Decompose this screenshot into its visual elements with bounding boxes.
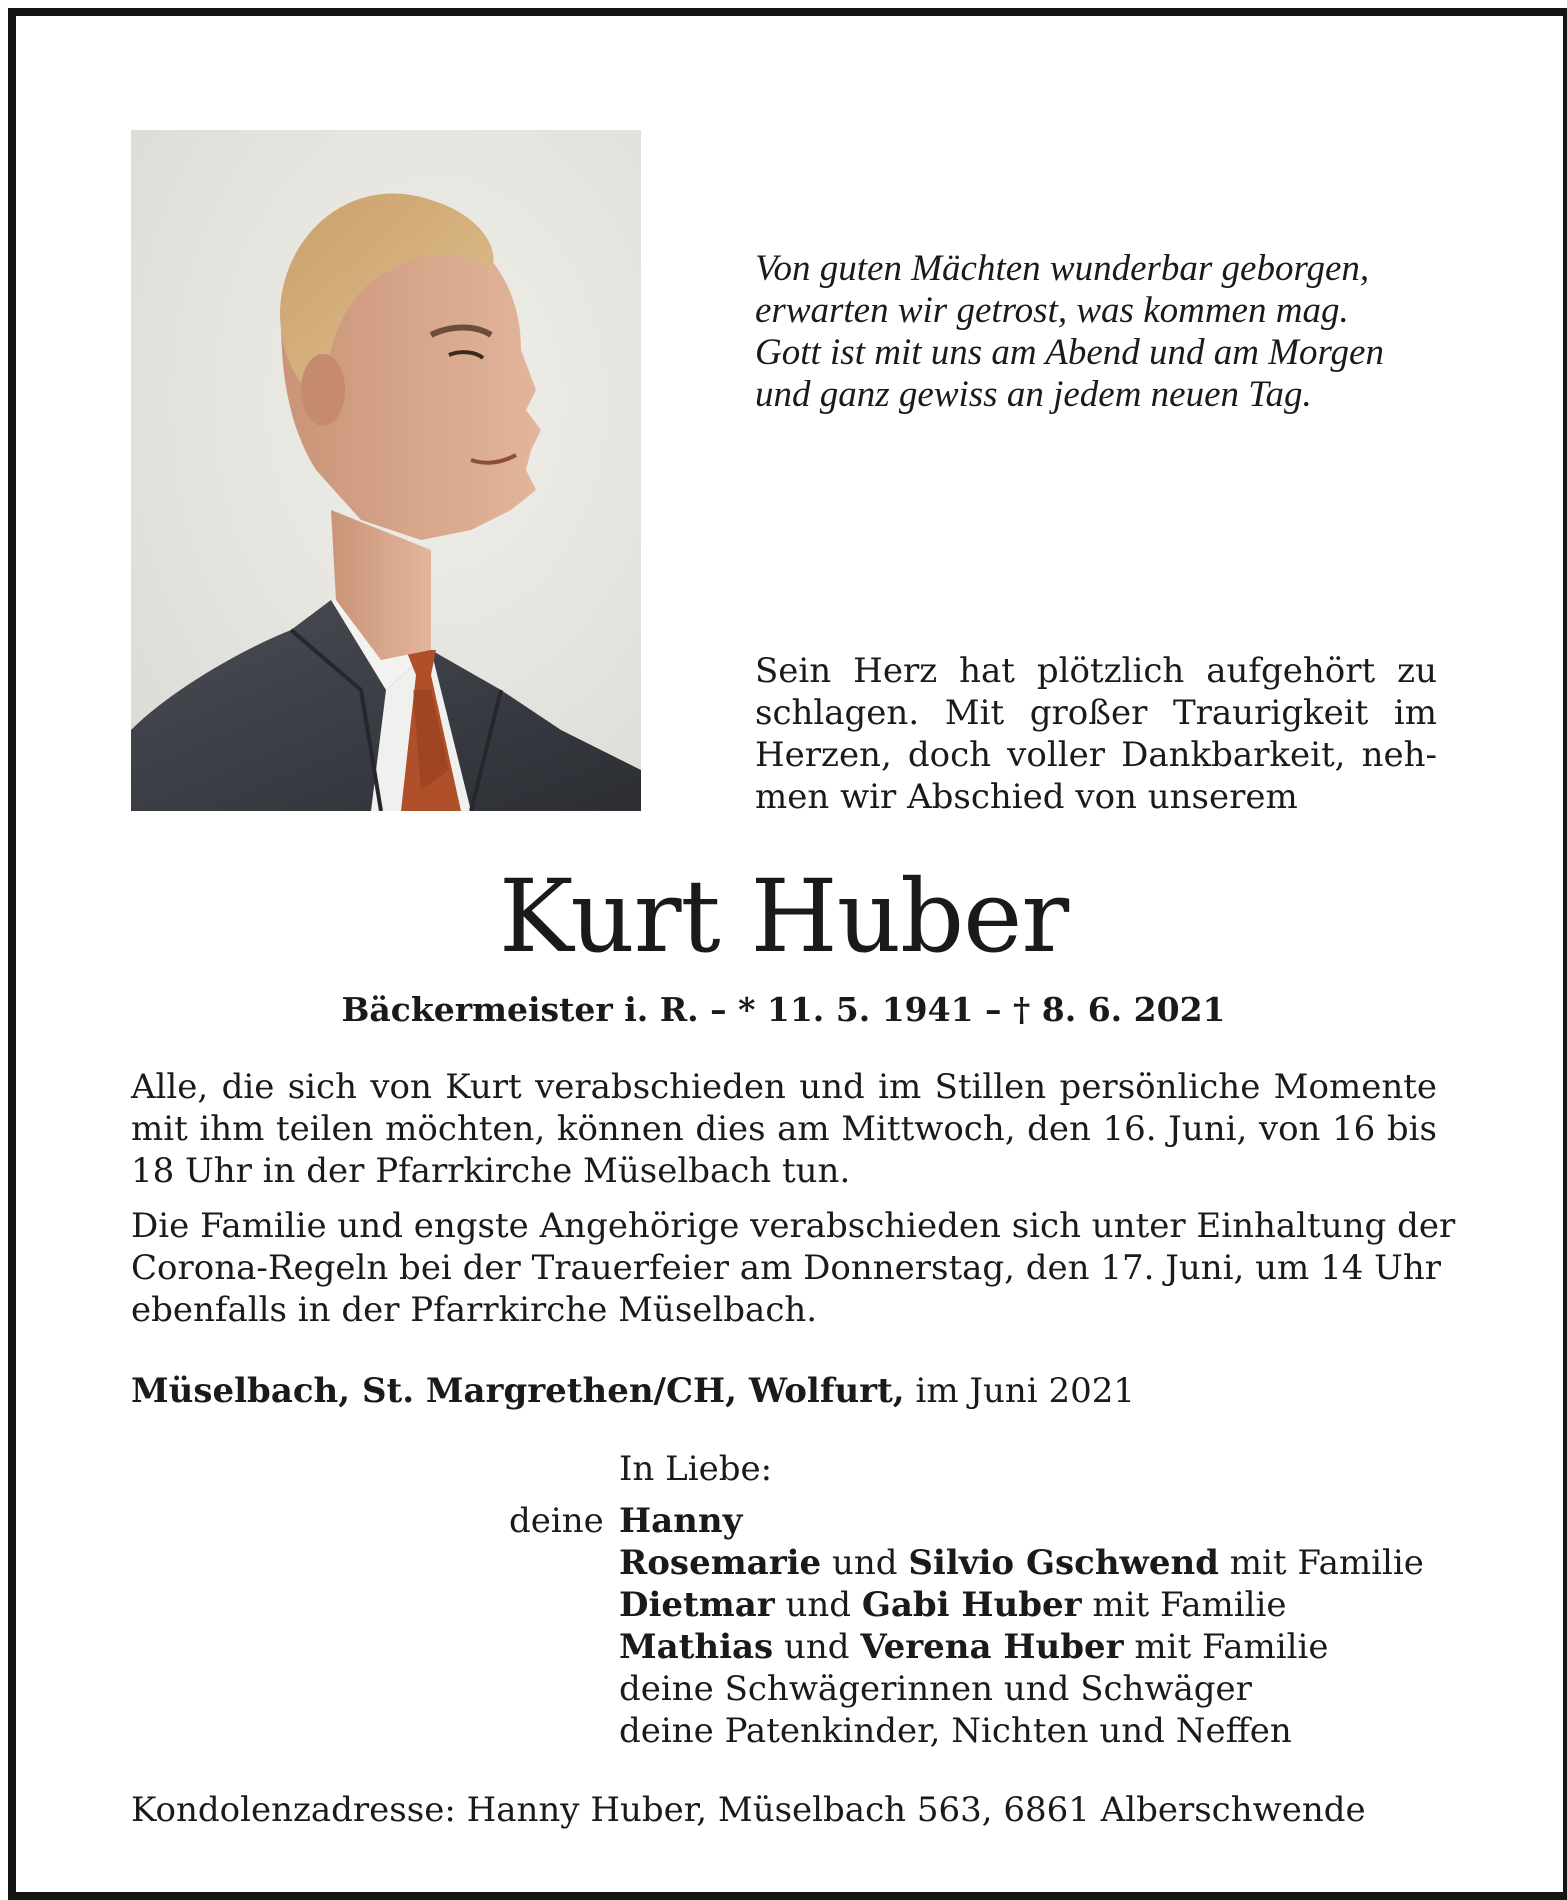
viewing-paragraph [131, 1066, 1437, 1192]
paragraph-line: Alle, die sich von Kurt verabschieden und im Stillen persönliche Momente [131, 1067, 1437, 1107]
place-date: im Juni 2021 [904, 1371, 1136, 1411]
poem-line: Von guten Mächten wunderbar geborgen, [755, 248, 1370, 289]
deine-label: deine [509, 1501, 604, 1541]
poem-line: und ganz gewiss an jedem neuen Tag. [755, 374, 1312, 415]
family-name: Rosemarie [619, 1543, 822, 1583]
condolence-address: Kondolenzadresse: Hanny Huber, Müselbach 563, 6861 Alberschwende [131, 1790, 1366, 1830]
family-suffix: mit Familie [1123, 1627, 1329, 1667]
place-locations: Müselbach, St. Margrethen/CH, Wolfurt, [131, 1371, 905, 1411]
family-member [619, 1626, 1424, 1668]
intro-line: men wir Abschied von unserem [755, 777, 1298, 817]
conjunction: und [773, 1627, 861, 1667]
family-member [619, 1542, 1424, 1584]
funeral-paragraph [131, 1205, 1456, 1331]
deceased-name: Kurt Huber [498, 858, 1069, 975]
family-name: Verena Huber [860, 1627, 1124, 1667]
place-date-line [131, 1370, 1437, 1412]
poem-line: erwarten wir getrost, was kommen mag. [755, 290, 1349, 331]
family-name: Hanny [619, 1501, 743, 1541]
conjunction: und [774, 1585, 862, 1625]
in-liebe-label: In Liebe: [619, 1449, 773, 1489]
paragraph-line: Die Familie und engste Angehörige verabschieden sich unter Einhaltung der [131, 1206, 1456, 1246]
poem-line: Gott ist mit uns am Abend und am Morgen [755, 332, 1384, 373]
intro-line: schlagen. Mit großer Traurigkeit im [755, 693, 1437, 733]
family-member: deine Patenkinder, Nichten und Neffen [619, 1711, 1292, 1751]
family-name: Mathias [619, 1627, 774, 1667]
paragraph-line: 18 Uhr in der Pfarrkirche Müselbach tun. [131, 1151, 851, 1191]
family-suffix: mit Familie [1081, 1585, 1287, 1625]
profession-dates: Bäckermeister i. R. – * 11. 5. 1941 – † 8. 6. 2021 [341, 990, 1226, 1029]
intro-line: Sein Herz hat plötzlich aufgehört zu [755, 651, 1437, 691]
family-name: Gabi Huber [861, 1585, 1082, 1625]
paragraph-line: ebenfalls in der Pfarrkirche Müselbach. [131, 1290, 818, 1330]
family-name: Silvio Gschwend [908, 1543, 1219, 1583]
family-name: Dietmar [619, 1585, 775, 1625]
family-list [619, 1500, 1424, 1752]
intro-line: Herzen, doch voller Dankbarkeit, neh- [755, 735, 1437, 775]
conjunction: und [821, 1543, 909, 1583]
intro-text [755, 650, 1437, 818]
paragraph-line: mit ihm teilen möchten, können dies am Mittwoch, den 16. Juni, von 16 bis [131, 1109, 1437, 1149]
family-member: deine Schwägerinnen und Schwäger [619, 1669, 1252, 1709]
family-member [619, 1500, 1424, 1542]
family-member [619, 1584, 1424, 1626]
family-suffix: mit Familie [1218, 1543, 1424, 1583]
poem-quote [755, 248, 1455, 416]
portrait-photo [131, 130, 641, 811]
paragraph-line: Corona-Regeln bei der Trauerfeier am Donnerstag, den 17. Juni, um 14 Uhr [131, 1248, 1441, 1288]
